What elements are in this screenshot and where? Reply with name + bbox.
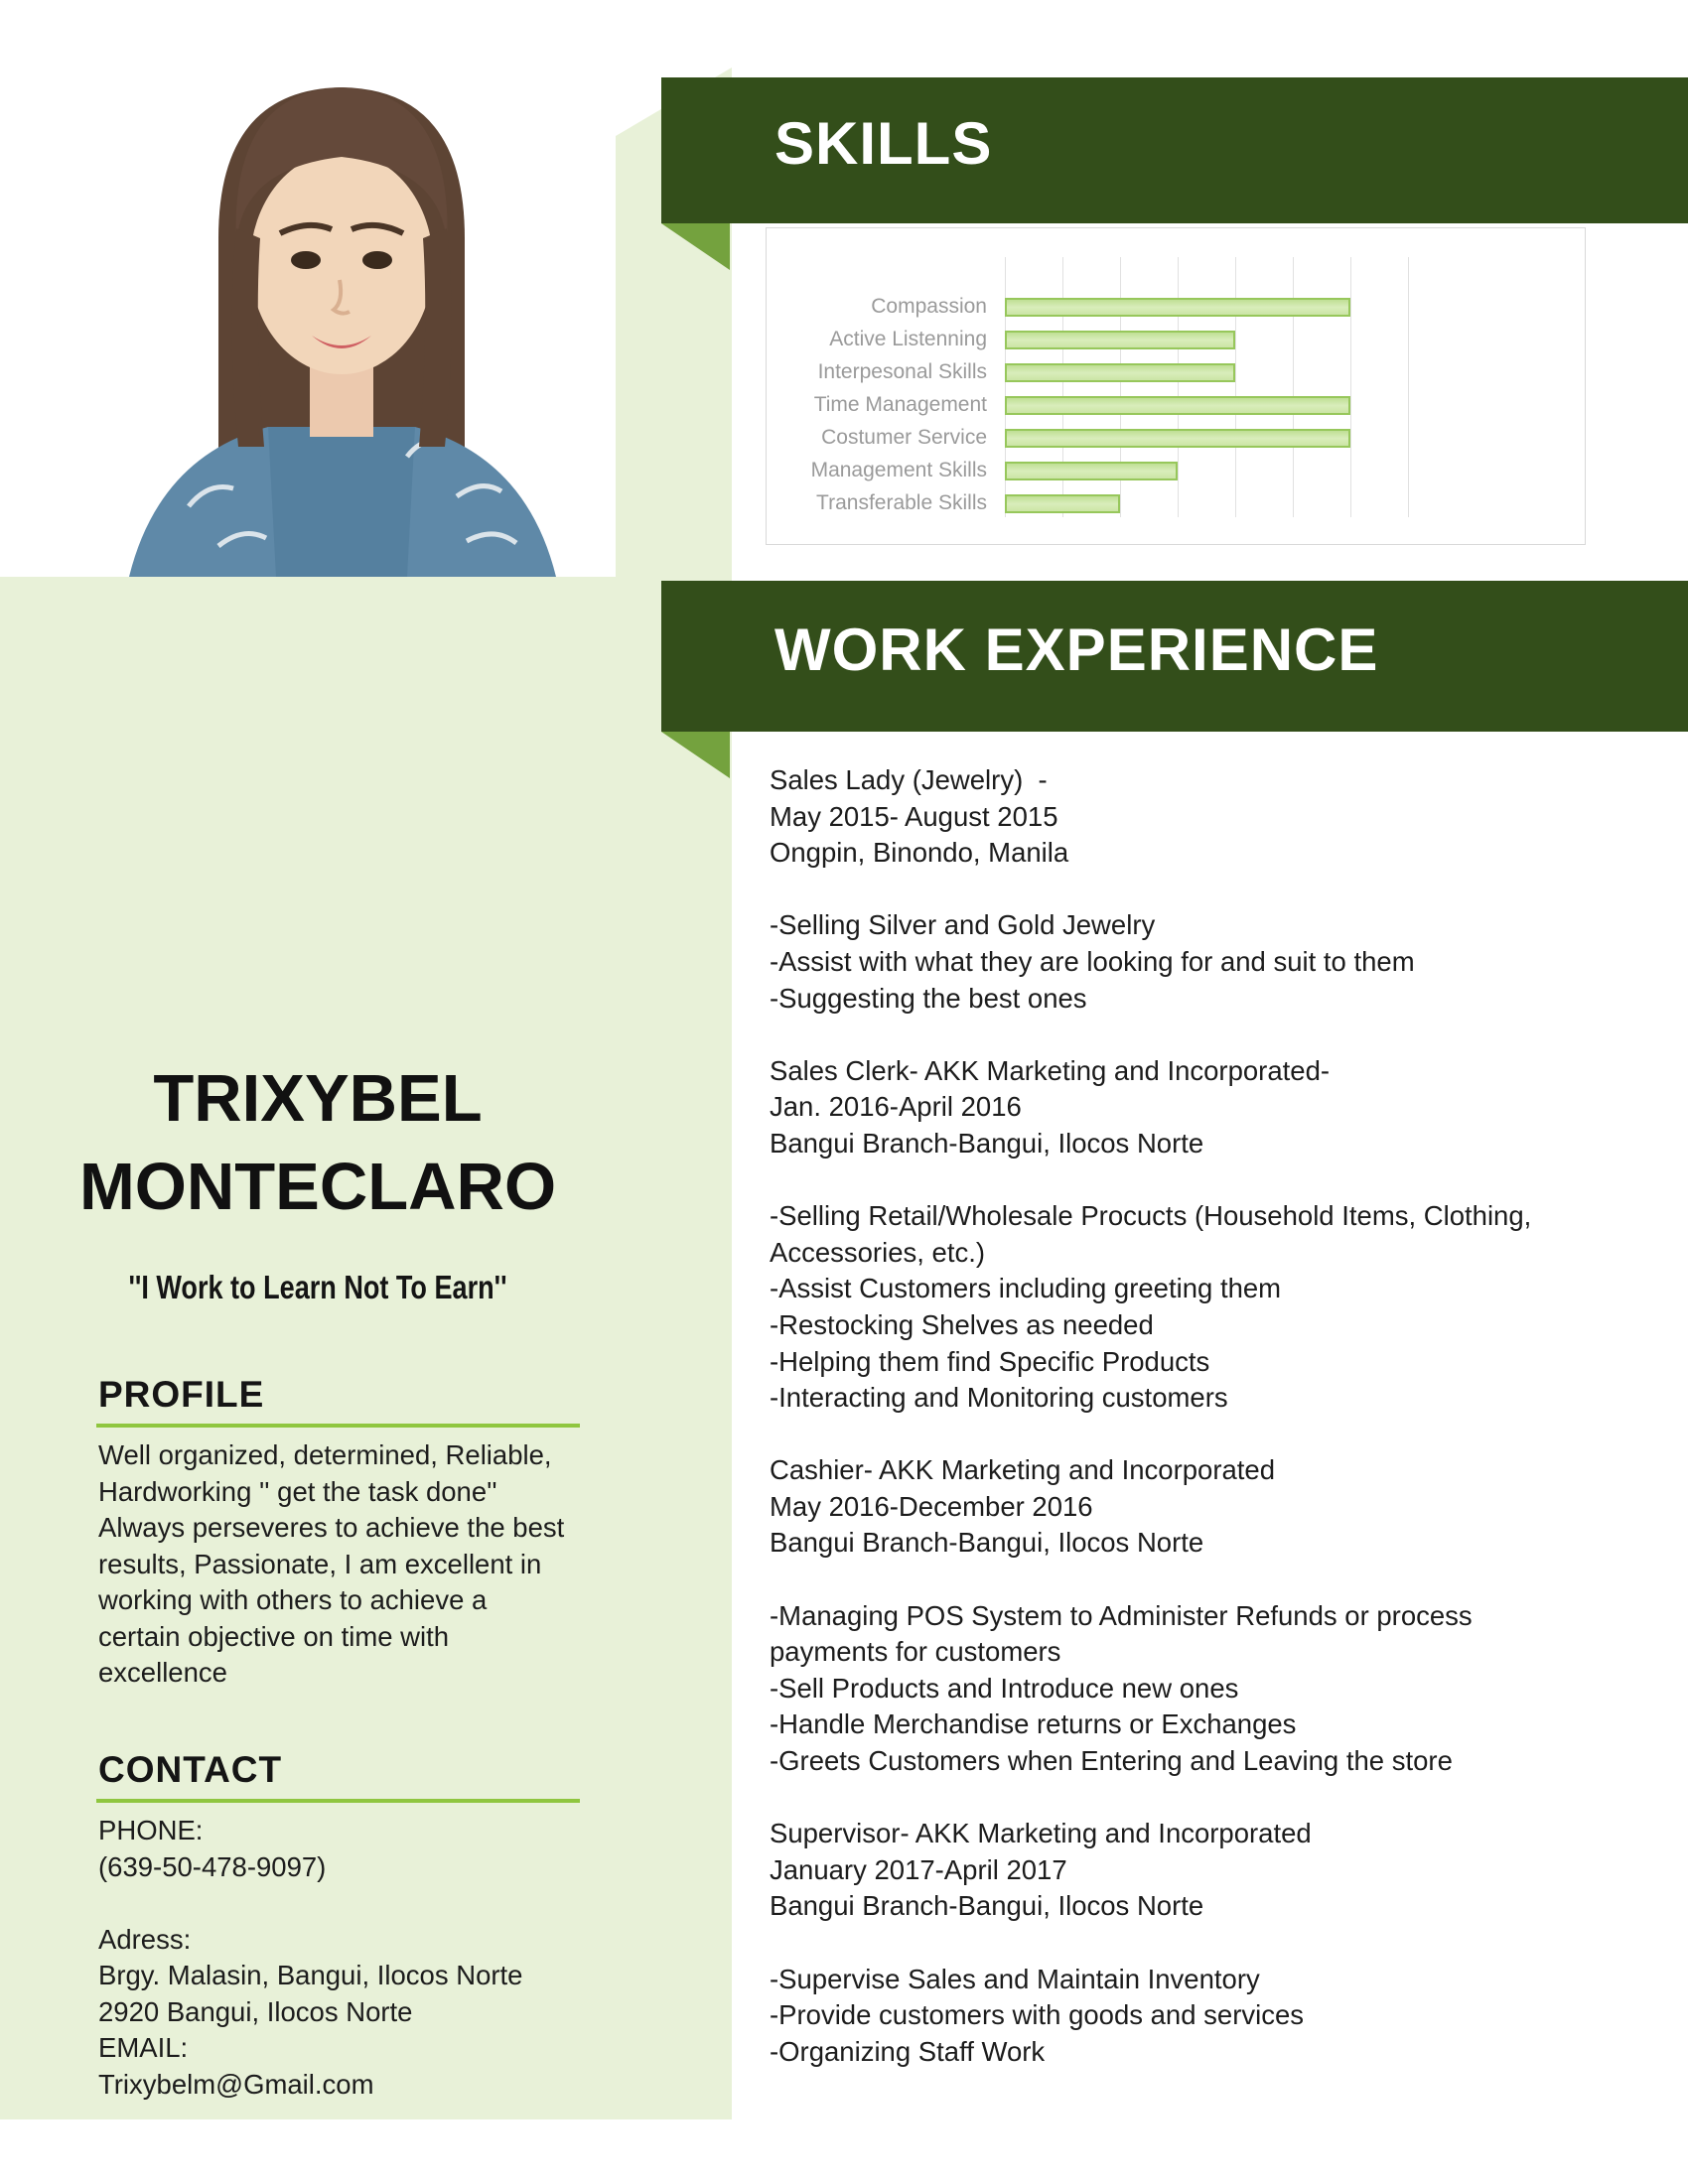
work-line: Sales Clerk- AKK Marketing and Incorporated- [770, 1054, 1331, 1086]
work-line: May 2015- August 2015 [770, 800, 1058, 832]
work-line: Sales Lady (Jewelry) - [770, 764, 1048, 795]
profile-heading: PROFILE [98, 1374, 265, 1415]
profile-line: Always perseveres to achieve the best [98, 1512, 565, 1543]
contact-details [98, 1813, 595, 2103]
work-line [770, 1562, 1643, 1598]
work-line [770, 1417, 1643, 1453]
profile-photo [70, 30, 614, 577]
name-line-1: TRIXYBEL [153, 1061, 483, 1136]
contact-line: Brgy. Malasin, Bangui, Ilocos Norte [98, 1960, 523, 1990]
chart-gridline [1178, 257, 1179, 517]
work-line [770, 872, 1643, 908]
chart-bar-time-management [1005, 396, 1350, 415]
chart-bar-costumer-service [1005, 429, 1350, 448]
person-name [20, 1054, 616, 1231]
chart-category-label: Time Management [813, 393, 987, 416]
work-line: Bangui Branch-Bangui, Ilocos Norte [770, 1527, 1204, 1559]
work-line [770, 1925, 1643, 1962]
profile-line: Hardworking '' get the task done'' [98, 1475, 497, 1507]
profile-line: certain objective on time with [98, 1620, 450, 1652]
contact-divider [96, 1799, 580, 1803]
chart-category-label: Interpesonal Skills [817, 360, 987, 383]
work-line: -Selling Retail/Wholesale Procucts (Household Items, Clothing, [770, 1200, 1532, 1232]
personal-quote: ''I Work to Learn Not To Earn'' [128, 1269, 507, 1305]
contact-line: (639-50-478-9097) [98, 1850, 327, 1882]
work-line: -Selling Silver and Gold Jewelry [770, 909, 1156, 941]
profile-line: Well organized, determined, Reliable, [98, 1439, 552, 1470]
contact-line: Adress: [98, 1923, 192, 1955]
chart-bar-transferable-skills [1005, 494, 1120, 513]
work-experience-text [770, 762, 1643, 2070]
chart-category-label: Costumer Service [821, 426, 987, 449]
work-line: Cashier- AKK Marketing and Incorporated [770, 1454, 1276, 1486]
work-line [770, 1162, 1643, 1199]
chart-gridline [1408, 257, 1409, 517]
contact-line [98, 1885, 595, 1922]
skills-title: SKILLS [774, 110, 993, 177]
profile-paragraph [98, 1437, 595, 1692]
chart-bar-interpesonal-skills [1005, 363, 1235, 382]
profile-line: working with others to achieve a [98, 1584, 488, 1615]
chart-category-label: Management Skills [810, 459, 987, 481]
work-line: -Interacting and Monitoring customers [770, 1382, 1228, 1414]
contact-line: Trixybelm@Gmail.com [98, 2068, 374, 2100]
work-line: -Helping them find Specific Products [770, 1345, 1210, 1377]
work-line: -Restocking Shelves as needed [770, 1308, 1154, 1340]
work-line: payments for customers [770, 1636, 1061, 1668]
work-line: Accessories, etc.) [770, 1236, 986, 1268]
chart-category-label: Transferable Skills [816, 491, 987, 514]
work-line: January 2017-April 2017 [770, 1853, 1067, 1885]
profile-line: results, Passionate, I am excellent in [98, 1548, 542, 1579]
work-line: -Provide customers with goods and services [770, 1999, 1305, 2031]
profile-line: excellence [98, 1657, 227, 1688]
work-experience-banner [661, 581, 1688, 732]
work-line: Bangui Branch-Bangui, Ilocos Norte [770, 1890, 1204, 1922]
chart-gridline [1293, 257, 1294, 517]
work-line: Jan. 2016-April 2016 [770, 1091, 1022, 1123]
profile-divider [96, 1424, 580, 1428]
work-line: -Handle Merchandise returns or Exchanges [770, 1708, 1297, 1740]
work-line: -Assist with what they are looking for and suit to them [770, 945, 1415, 977]
work-line: Ongpin, Binondo, Manila [770, 837, 1069, 869]
contact-line: PHONE: [98, 1815, 204, 1845]
work-line: May 2016-December 2016 [770, 1490, 1093, 1522]
work-line: Bangui Branch-Bangui, Ilocos Norte [770, 1127, 1204, 1159]
skills-bar-chart [766, 227, 1586, 545]
work-line: Supervisor- AKK Marketing and Incorporated [770, 1818, 1312, 1849]
work-experience-title: WORK EXPERIENCE [774, 615, 1379, 683]
contact-line: EMAIL: [98, 2032, 189, 2063]
chart-bar-management-skills [1005, 462, 1178, 480]
skills-banner [661, 77, 1688, 223]
work-line: -Organizing Staff Work [770, 2035, 1046, 2067]
chart-gridline [1235, 257, 1236, 517]
chart-gridline [1350, 257, 1351, 517]
contact-line: 2920 Bangui, Ilocos Norte [98, 1995, 413, 2027]
chart-bar-compassion [1005, 298, 1350, 317]
chart-category-label: Active Listenning [829, 328, 987, 350]
chart-category-label: Compassion [871, 295, 987, 318]
work-line: -Managing POS System to Administer Refunds or process [770, 1599, 1473, 1631]
work-line: -Greets Customers when Entering and Leaving the store [770, 1745, 1453, 1777]
work-line: -Sell Products and Introduce new ones [770, 1672, 1239, 1704]
work-line: -Supervise Sales and Maintain Inventory [770, 1963, 1260, 1994]
portrait-illustration [70, 30, 614, 577]
chart-bar-active-listenning [1005, 331, 1235, 349]
work-line [770, 1017, 1643, 1053]
work-line: -Assist Customers including greeting them [770, 1273, 1282, 1304]
work-line: -Suggesting the best ones [770, 982, 1087, 1014]
name-line-2: MONTECLARO [78, 1150, 557, 1224]
work-line [770, 1780, 1643, 1817]
contact-heading: CONTACT [98, 1749, 283, 1790]
